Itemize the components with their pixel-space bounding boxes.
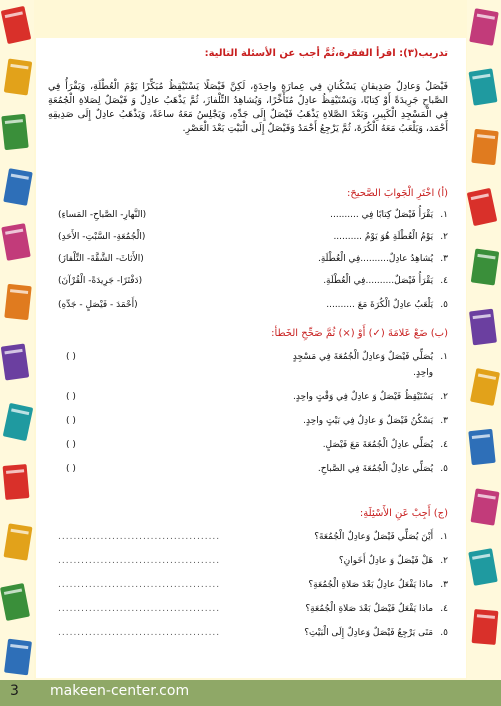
question-item	[58, 532, 448, 542]
answer-box[interactable]: ( )	[66, 440, 76, 450]
book-icon	[4, 639, 32, 676]
item-number: ٤.	[440, 276, 448, 286]
worksheet-page	[36, 38, 466, 678]
book-icon	[468, 548, 498, 586]
book-icon	[467, 188, 498, 226]
book-icon	[472, 609, 499, 645]
item-number: ٣.	[440, 580, 448, 590]
answer-line[interactable]: ..........................................	[58, 604, 221, 614]
book-icon	[1, 114, 28, 150]
item-number: ٥.	[440, 628, 448, 638]
item-options: (الْجُمُعَةِ- السَّبْتِ- الأَحَدِ)	[58, 232, 146, 242]
question-item	[58, 604, 448, 614]
item-text: يُشاهِدُ عادِلٌ..........فِي الْعُطْلَةِ.	[317, 254, 434, 264]
book-icon	[469, 309, 497, 346]
answer-line[interactable]: ..........................................	[58, 556, 221, 566]
reading-passage: فَيْصَلٌ وَعادِلٌ صَدِيقانِ يَسْكُنانِ فِي عِمارَةٍ واحِدَةٍ، لَكِنَّ فَيْصَلًا يَسْتَيْقِظُ مُبَكِّرًا يَوْمَ الْعُطْلَةِ، وَيَقْرَأُ فِي الصَّباحِ جَرِيدَةً أَوْ كِتابًا، وَيَسْتَيْقِظُ عادِلٌ مُتَأَخِّرًا، وَيُشاهِدُ التِّلْفازَ، ثُمَّ يَذْهَبُ عادِلٌ وَ فَيْصَلٌ لِصَلاةِ الْجُمُعَةِ فِي الْمَسْجِدِ الْكَبِيرِ، وَبَعْدَ الصَّلاةِ يَذْهَبُ فَيْصَلٌ إِلَى جَدِّهِ، وَيَجْلِسُ مَعَهُ ساعَةً، وَيَذْهَبُ عادِلٌ إِلَى صَدِيقِهِ أَحْمَد، وَيَلْعَبُ مَعَهُ الْكُرَةَ، ثُمَّ يَرْجِعُ أَحْمَدُ وَفَيْصَلٌ إِلَى الْبَيْتِ بَعْدَ الْعَصْرِ.	[48, 81, 448, 134]
item-number: ٥.	[440, 464, 448, 474]
item-text: يَقْرَأُ فَيْصَلٌ كِتابًا فِي ..........	[330, 210, 434, 220]
item-text: يَوْمُ الْعُطْلَةِ هُوَ يَوْمُ ..........	[333, 232, 434, 242]
book-icon	[0, 583, 30, 621]
book-icon	[468, 429, 495, 465]
item-text: يَلْعَبُ عادِلٌ الْكُرَةَ مَعَ ..........	[326, 300, 434, 310]
book-icon	[1, 6, 32, 44]
book-icon	[470, 488, 499, 525]
book-icon	[3, 168, 33, 206]
question-item	[58, 628, 448, 638]
choice-item	[58, 300, 448, 310]
site-link[interactable]: makeen-center.com	[50, 683, 190, 699]
item-number: ١.	[440, 352, 448, 362]
book-icon	[471, 248, 499, 285]
item-number: ٢.	[440, 556, 448, 566]
book-icon	[3, 403, 34, 441]
item-number: ٥.	[440, 300, 448, 310]
left-book-border	[0, 0, 34, 706]
book-icon	[469, 8, 499, 46]
book-icon	[471, 129, 498, 165]
item-number: ١.	[440, 210, 448, 220]
item-text: أَيْنَ يُصَلِّي فَيْصَلٌ وَعادِلٌ الْجُمُعَةَ؟	[314, 532, 434, 542]
item-number: ٤.	[440, 604, 448, 614]
item-options: (دَفْتَرًا- جَرِيدَةً- الْقُرْآنَ)	[58, 276, 143, 286]
book-icon	[3, 464, 30, 500]
choice-item	[58, 254, 448, 264]
item-text: يُصَلِّي عادِلٌ الْجُمُعَةَ فِي الصَّباحِ.	[317, 464, 434, 474]
item-options: (الأَثاثَ- الشَّقَّةَ- التِّلْفازَ)	[58, 254, 144, 264]
book-icon	[4, 284, 31, 320]
answer-box[interactable]: ( )	[66, 464, 76, 474]
item-text: يُصَلِّي فَيْصَلٌ وَعادِلٌ الْجُمُعَةَ فِي مَسْجِدٍ	[292, 352, 434, 362]
item-number: ٣.	[440, 254, 448, 264]
item-number: ١.	[440, 532, 448, 542]
item-number: ٢.	[440, 232, 448, 242]
true-false-item	[58, 440, 448, 450]
item-text: مَتَى يَرْجِعُ فَيْصَلٌ وَعادِلٌ إِلَى الْبَيْتِ؟	[304, 628, 434, 638]
item-options: (أَحْمَدَ - فَيْصَلٍ - جَدِّهِ)	[58, 300, 138, 310]
true-false-item-continuation	[58, 368, 448, 378]
item-number: ٤.	[440, 440, 448, 450]
book-icon	[1, 223, 31, 261]
right-book-border	[467, 0, 501, 706]
item-text: ماذا يَفْعَلُ عادِلٌ بَعْدَ صَلاةِ الْجُمُعَةِ؟	[308, 580, 434, 590]
choice-item	[58, 276, 448, 286]
item-text: ماذا يَفْعَلُ فَيْصَلٌ بَعْدَ صَلاةِ الْجُمُعَةِ؟	[305, 604, 434, 614]
item-number: ٢.	[440, 392, 448, 402]
book-icon	[4, 58, 32, 95]
answer-box[interactable]: ( )	[66, 416, 76, 426]
item-text-continuation: واحِدٍ.	[413, 368, 434, 378]
book-icon	[1, 343, 29, 380]
page-number: 3	[10, 683, 19, 699]
answer-line[interactable]: ..........................................	[58, 532, 221, 542]
book-icon	[470, 368, 500, 406]
item-text: يَسْتَيْقِظُ فَيْصَلٌ وَ عادِلٌ فِي وَقْتٍ واحِدٍ.	[292, 392, 434, 402]
choice-item	[58, 232, 448, 242]
item-text: هَلْ فَيْصَلٌ وَ عادِلٌ أَخَوانِ؟	[338, 556, 434, 566]
footer-bar	[0, 680, 501, 706]
true-false-item	[58, 464, 448, 474]
item-options: (النَّهارِ- الصَّباحِ- المَساءِ)	[58, 210, 147, 220]
item-text: يُصَلِّي عادِلٌ الْجُمُعَةَ مَعَ فَيْصَلٍ.	[322, 440, 434, 450]
answer-box[interactable]: ( )	[66, 352, 76, 362]
section-c-heading: (ج) أَجِبْ عَنِ الأَسْئِلَةِ:	[359, 508, 448, 519]
question-item	[58, 556, 448, 566]
answer-line[interactable]: ..........................................	[58, 580, 221, 590]
true-false-item	[58, 416, 448, 426]
true-false-item	[58, 392, 448, 402]
section-a-heading: (أ) اخْتَرِ الْجَوابَ الصَّحيحَ:	[346, 188, 448, 199]
item-text: يَقْرَأُ فَيْصَلٌ..........فِي الْعُطْلَةِ.	[323, 276, 434, 286]
book-icon	[468, 68, 497, 105]
answer-line[interactable]: ..........................................	[58, 628, 221, 638]
answer-box[interactable]: ( )	[66, 392, 76, 402]
choice-item	[58, 210, 448, 220]
section-b-heading: (ب) ضَعْ عَلامَةَ (✓) أَوْ (×) ثُمَّ صَحِّحِ الخَطأ:	[271, 328, 448, 339]
true-false-item	[58, 352, 448, 362]
question-item	[58, 580, 448, 590]
book-icon	[3, 523, 32, 560]
item-text: يَسْكُنُ فَيْصَلٌ وَ عادِلٌ فِي بَيْتٍ واحِدٍ.	[303, 416, 434, 426]
exercise-title: تدريب(٣): اقرأ الفقرة،ثُمَّ أجب عن الأسئلة التالية:	[204, 48, 448, 59]
item-number: ٣.	[440, 416, 448, 426]
